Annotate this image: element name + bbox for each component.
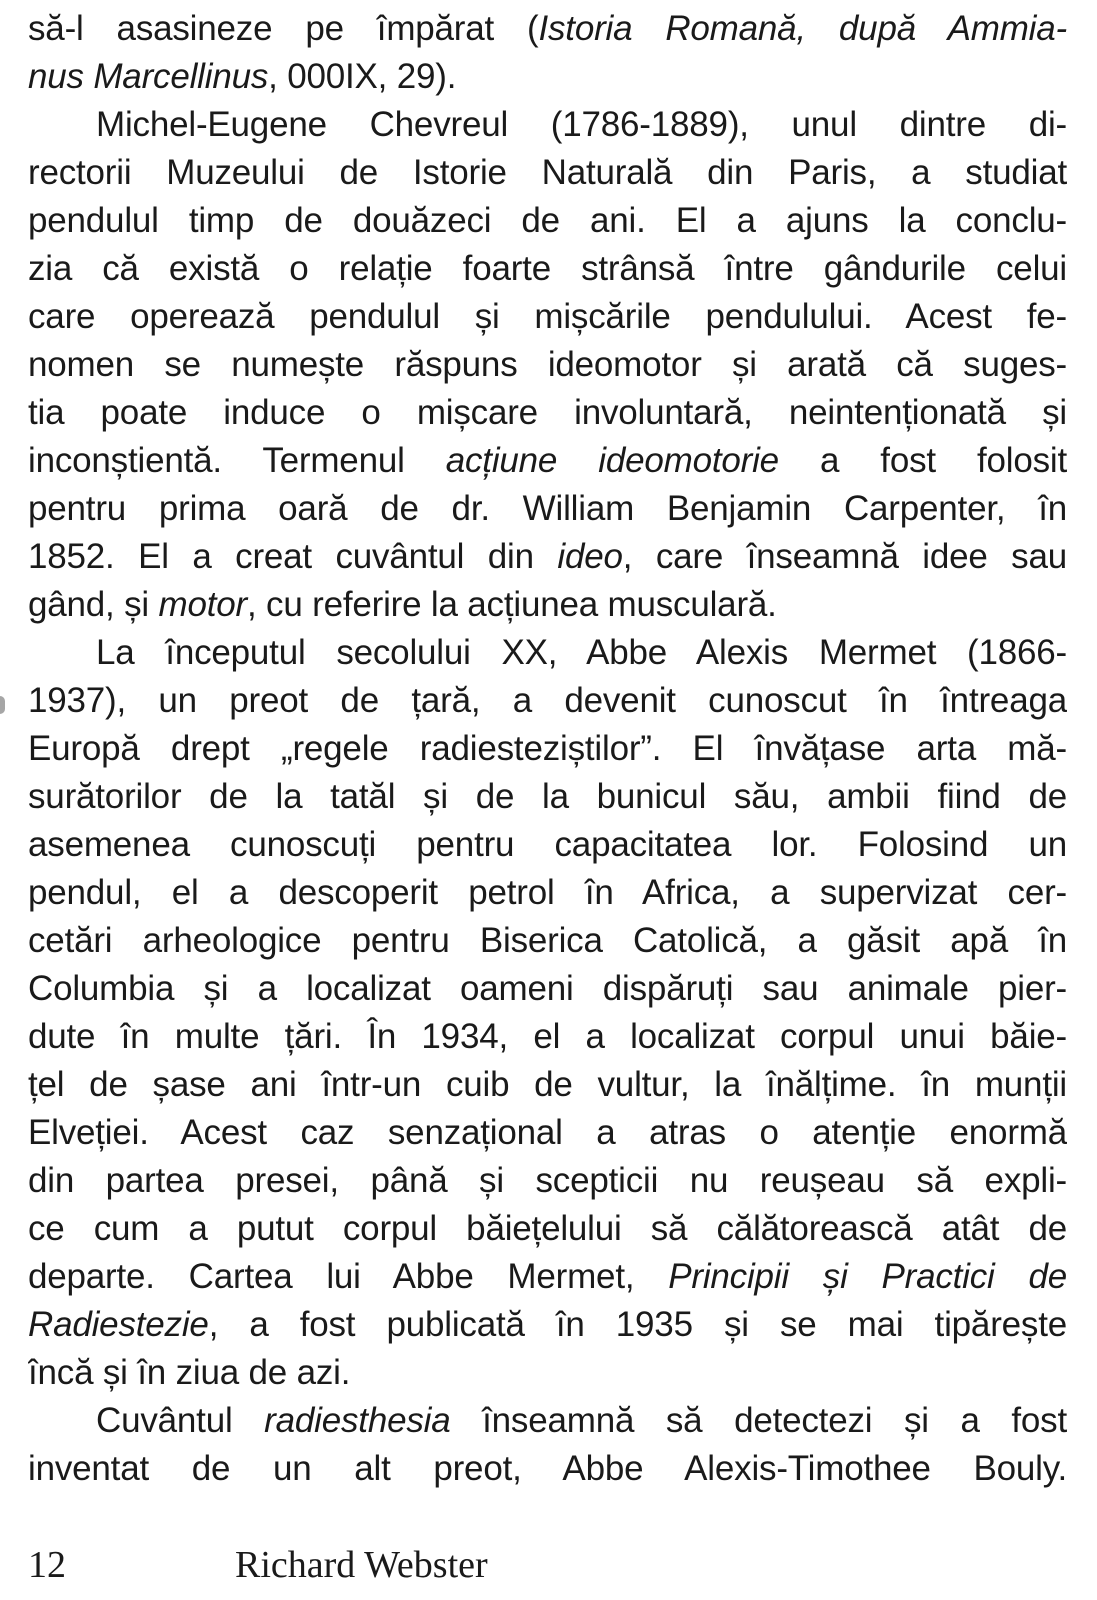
running-title: Richard Webster: [235, 1544, 488, 1586]
text-segment: , 000IX, 29).: [268, 57, 457, 96]
text-line: [28, 1205, 1067, 1253]
page-footer: [28, 1541, 1067, 1593]
text-segment: țel de șase ani într-un cuib de vultur, la înălțime. în munții: [28, 1065, 1067, 1104]
italic-text-segment: Istoria Romană, după Ammia-: [538, 9, 1067, 48]
text-segment: Europă drept „regele radiesteziștilor”. El învățase arta mă-: [28, 729, 1067, 768]
text-line: [28, 1349, 1067, 1397]
text-segment: Michel-Eugene Chevreul (1786-1889), unul dintre di-: [96, 105, 1067, 144]
text-segment: Elveției. Acest caz senzațional a atras o atenție enormă: [28, 1113, 1067, 1152]
text-segment: 1937), un preot de țară, a devenit cunoscut în întreaga: [28, 681, 1067, 720]
text-segment: gând, și: [28, 585, 159, 624]
italic-text-segment: nus Marcellinus: [28, 57, 269, 96]
text-line: [28, 917, 1067, 965]
text-segment: 1852. El a creat cuvântul din: [28, 537, 558, 576]
text-segment: , a fost publicată în 1935 și se mai tipărește: [208, 1305, 1067, 1344]
text-segment: tia poate induce o mișcare involuntară, neintenționată și: [28, 393, 1067, 432]
text-segment: departe. Cartea lui Abbe Mermet,: [28, 1257, 669, 1296]
text-line: [28, 965, 1067, 1013]
text-line: [28, 533, 1067, 581]
text-line: [28, 389, 1067, 437]
text-segment: rectorii Muzeului de Istorie Naturală din Paris, a studiat: [28, 153, 1067, 192]
text-line: [28, 149, 1067, 197]
italic-text-segment: radiesthesia: [264, 1401, 451, 1440]
text-line: [28, 341, 1067, 389]
text-segment: nomen se numește răspuns ideomotor și arată că suges-: [28, 345, 1067, 384]
text-segment: din partea presei, până și scepticii nu reușeau să expli-: [28, 1161, 1067, 1200]
text-segment: pentru prima oară de dr. William Benjamin Carpenter, în: [28, 489, 1067, 528]
text-segment: să-l asasineze pe împărat (: [28, 9, 539, 48]
italic-text-segment: motor: [158, 585, 247, 624]
text-line: [28, 293, 1067, 341]
paragraph: [28, 629, 1067, 1397]
text-segment: Columbia și a localizat oameni dispăruți sau animale pier-: [28, 969, 1067, 1008]
text-line: [28, 245, 1067, 293]
text-segment: înseamnă să detectezi și a fost: [450, 1401, 1067, 1440]
text-line: [28, 1397, 1067, 1445]
text-line: [28, 629, 1067, 677]
italic-text-segment: Radiestezie: [28, 1305, 209, 1344]
text-line: [28, 725, 1067, 773]
text-line: [28, 1445, 1067, 1493]
text-segment: ce cum a putut corpul băiețelului să călătorească atât de: [28, 1209, 1067, 1248]
text-line: [28, 1301, 1067, 1349]
scan-artifact: [0, 696, 5, 714]
text-segment: Cuvântul: [96, 1401, 265, 1440]
text-line: [28, 53, 1067, 101]
text-line: [28, 197, 1067, 245]
text-segment: cetări arheologice pentru Biserica Catolică, a găsit apă în: [28, 921, 1067, 960]
text-segment: , cu referire la acțiunea musculară.: [246, 585, 777, 624]
italic-text-segment: ideo: [557, 537, 623, 576]
text-line: [28, 1013, 1067, 1061]
paragraph: [28, 1397, 1067, 1493]
text-segment: inconștientă. Termenul: [28, 441, 446, 480]
text-line: [28, 1157, 1067, 1205]
text-segment: inventat de un alt preot, Abbe Alexis-Timothee Bouly.: [28, 1449, 1067, 1488]
text-line: [28, 1253, 1067, 1301]
italic-text-segment: acțiune ideomotorie: [445, 441, 779, 480]
text-segment: care operează pendulul și mișcările pendulului. Acest fe-: [28, 297, 1067, 336]
text-line: [28, 869, 1067, 917]
page-body: [28, 5, 1067, 1493]
text-line: [28, 485, 1067, 533]
text-line: [28, 773, 1067, 821]
text-line: [28, 5, 1067, 53]
text-line: [28, 437, 1067, 485]
text-segment: pendul, el a descoperit petrol în Africa, a supervizat cer-: [28, 873, 1067, 912]
paragraph: [28, 5, 1067, 101]
text-segment: dute în multe țări. În 1934, el a localizat corpul unui băie-: [28, 1017, 1067, 1056]
text-segment: La începutul secolului XX, Abbe Alexis Mermet (1866-: [96, 633, 1067, 672]
text-line: [28, 1061, 1067, 1109]
text-segment: surătorilor de la tatăl și de la bunicul său, ambii fiind de: [28, 777, 1067, 816]
text-segment: pendulul timp de douăzeci de ani. El a ajuns la conclu-: [28, 201, 1067, 240]
text-line: [28, 1109, 1067, 1157]
paragraph: [28, 101, 1067, 629]
text-line: [28, 581, 1067, 629]
text-segment: asemenea cunoscuți pentru capacitatea lor. Folosind un: [28, 825, 1067, 864]
text-segment: încă și în ziua de azi.: [28, 1353, 351, 1392]
text-segment: a fost folosit: [778, 441, 1067, 480]
text-segment: zia că există o relație foarte strânsă între gândurile celui: [28, 249, 1067, 288]
italic-text-segment: Principii și Practici de: [668, 1257, 1067, 1296]
text-line: [28, 677, 1067, 725]
text-line: [28, 821, 1067, 869]
page-number: 12: [28, 1544, 66, 1586]
text-line: [28, 101, 1067, 149]
text-segment: , care înseamnă idee sau: [622, 537, 1067, 576]
